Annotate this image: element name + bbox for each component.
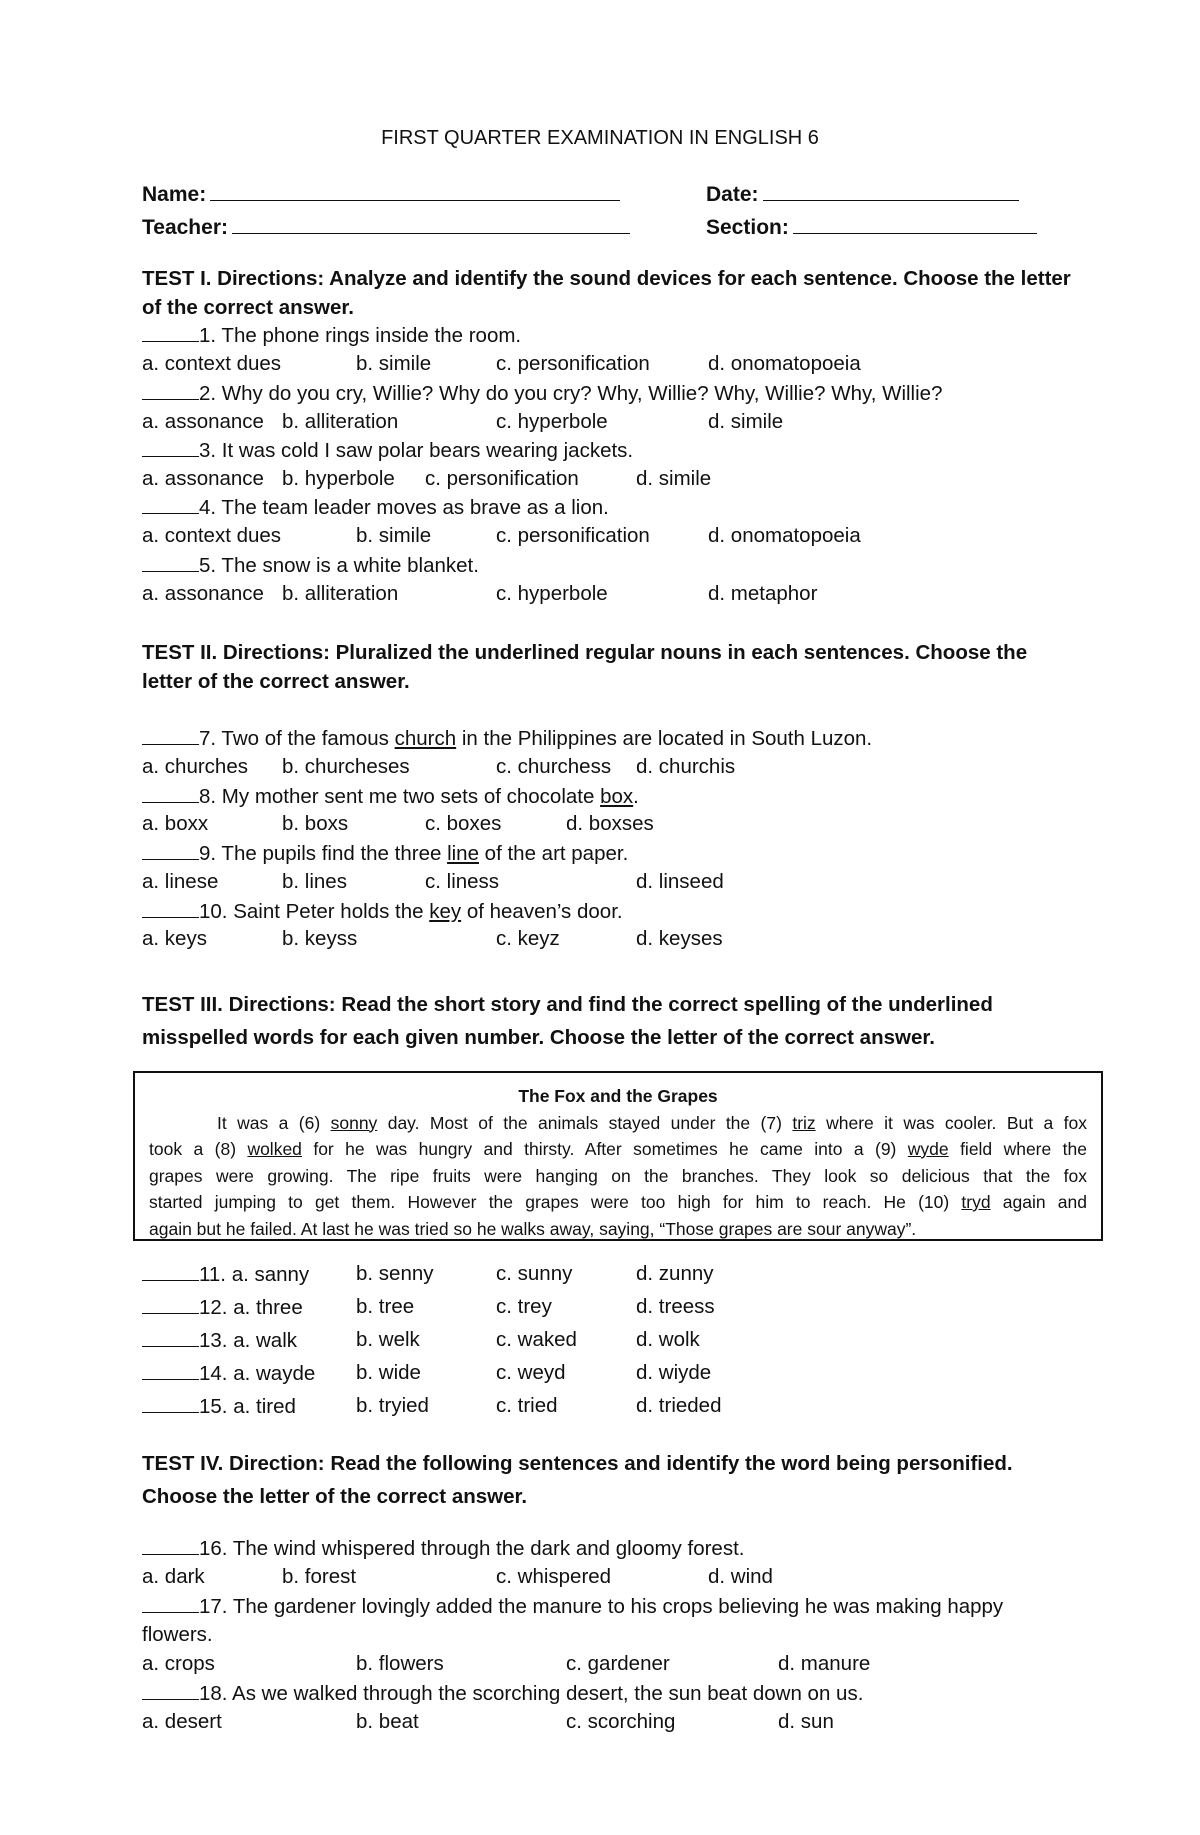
- question-8: 8. My mother sent me two sets of chocolate box.: [142, 784, 639, 809]
- choice-5c: c. hyperbole: [496, 582, 608, 605]
- answer-blank[interactable]: [142, 323, 199, 342]
- choice-11b: b. senny: [356, 1262, 434, 1285]
- story-line-2: took a (8) wolked for he was hungry and thirsty. After sometimes he came into a (9) wyde field where the: [149, 1139, 1087, 1159]
- question-16: 16. The wind whispered through the dark and gloomy forest.: [142, 1536, 744, 1561]
- choice-16a: a. dark: [142, 1565, 205, 1588]
- choice-7d: d. churchis: [636, 755, 736, 778]
- story-line-5: again but he failed. At last he was tried so he walks away, saying, “Those grapes are sour anyway”.: [149, 1218, 917, 1239]
- answer-blank[interactable]: [142, 726, 199, 745]
- section-field: [706, 213, 1037, 240]
- name-line[interactable]: [210, 180, 620, 201]
- choice-2d: d. simile: [708, 410, 784, 433]
- choice-1a: a. context dues: [142, 352, 282, 375]
- date-field: [706, 180, 1019, 207]
- choice-4c: c. personification: [496, 524, 650, 547]
- choice-11d: d. zunny: [636, 1262, 714, 1285]
- choice-14c: c. weyd: [496, 1361, 566, 1384]
- test-1-heading: TEST I. Directions: Analyze and identify the sound devices for each sentence. Choose the letter of the correct answer.: [142, 267, 1071, 319]
- story-box: [133, 1071, 1103, 1241]
- choice-3a: a. assonance: [142, 467, 264, 490]
- name-field: [142, 180, 620, 207]
- question-14: 14. a. wayde: [142, 1361, 315, 1386]
- choice-4b: b. simile: [356, 524, 432, 547]
- choice-2a: a. assonance: [142, 410, 264, 433]
- choice-16d: d. wind: [708, 1565, 773, 1588]
- choice-18d: d. sun: [778, 1710, 834, 1733]
- answer-blank[interactable]: [142, 899, 199, 918]
- choice-3c: c. personification: [425, 467, 579, 490]
- choice-9a: a. linese: [142, 870, 219, 893]
- question-18: 18. As we walked through the scorching desert, the sun beat down on us.: [142, 1681, 863, 1706]
- choice-11c: c. sunny: [496, 1262, 573, 1285]
- choice-10a: a. keys: [142, 927, 207, 950]
- question-5: 5. The snow is a white blanket.: [142, 553, 479, 578]
- choice-14d: d. wiyde: [636, 1361, 712, 1384]
- answer-blank[interactable]: [142, 381, 199, 400]
- name-label: Name:: [142, 183, 207, 206]
- section-label: Section:: [706, 216, 789, 239]
- answer-blank[interactable]: [142, 1361, 199, 1380]
- question-17: 17. The gardener lovingly added the manure to his crops believing he was making happy: [142, 1594, 1003, 1619]
- choice-17b: b. flowers: [356, 1652, 444, 1675]
- question-17-cont: flowers.: [142, 1623, 213, 1646]
- choice-18b: b. beat: [356, 1710, 419, 1733]
- choice-2c: c. hyperbole: [496, 410, 608, 433]
- story-line-1: It was a (6) sonny day. Most of the animals stayed under the (7) triz where it was cooler. But a fox: [217, 1112, 1087, 1133]
- answer-blank[interactable]: [142, 438, 199, 457]
- date-line[interactable]: [763, 180, 1019, 201]
- choice-15d: d. trieded: [636, 1394, 722, 1417]
- choice-5a: a. assonance: [142, 582, 264, 605]
- choice-10d: d. keyses: [636, 927, 723, 950]
- choice-7c: c. churchess: [496, 755, 612, 778]
- choice-10b: b. keyss: [282, 927, 358, 950]
- question-11: 11. a. sanny: [142, 1262, 309, 1287]
- story-line-4: started jumping to get them. However the grapes were too high for him to reach. He (10) tryd again and: [149, 1192, 1087, 1212]
- choice-8c: c. boxes: [425, 812, 502, 835]
- choice-12c: c. trey: [496, 1295, 552, 1318]
- question-15: 15. a. tired: [142, 1394, 296, 1419]
- choice-4a: a. context dues: [142, 524, 282, 547]
- answer-blank[interactable]: [142, 841, 199, 860]
- section-line[interactable]: [793, 213, 1037, 234]
- choice-12b: b. tree: [356, 1295, 415, 1318]
- answer-blank[interactable]: [142, 1536, 199, 1555]
- choice-18a: a. desert: [142, 1710, 222, 1733]
- choice-14b: b. wide: [356, 1361, 421, 1384]
- answer-blank[interactable]: [142, 1328, 199, 1347]
- choice-7b: b. churcheses: [282, 755, 410, 778]
- question-1: 1. The phone rings inside the room.: [142, 323, 521, 348]
- choice-1b: b. simile: [356, 352, 432, 375]
- answer-blank[interactable]: [142, 1681, 199, 1700]
- answer-blank[interactable]: [142, 495, 199, 514]
- choice-10c: c. keyz: [496, 927, 560, 950]
- choice-5d: d. metaphor: [708, 582, 818, 605]
- choice-7a: a. churches: [142, 755, 248, 778]
- question-4: 4. The team leader moves as brave as a lion.: [142, 495, 609, 520]
- choice-16c: c. whispered: [496, 1565, 612, 1588]
- choice-3b: b. hyperbole: [282, 467, 395, 490]
- choice-15c: c. tried: [496, 1394, 558, 1417]
- exam-title: FIRST QUARTER EXAMINATION IN ENGLISH 6: [381, 127, 819, 149]
- choice-17a: a. crops: [142, 1652, 215, 1675]
- teacher-line[interactable]: [232, 213, 630, 234]
- answer-blank[interactable]: [142, 1262, 199, 1281]
- teacher-field: [142, 213, 630, 240]
- question-3: 3. It was cold I saw polar bears wearing jackets.: [142, 438, 633, 463]
- choice-16b: b. forest: [282, 1565, 357, 1588]
- answer-blank[interactable]: [142, 1394, 199, 1413]
- choice-9d: d. linseed: [636, 870, 724, 893]
- test-4-heading: TEST IV. Direction: Read the following sentences and identify the word being personified. Choose the letter of the correct answer.: [142, 1452, 1013, 1508]
- choice-13b: b. welk: [356, 1328, 420, 1351]
- choice-5b: b. alliteration: [282, 582, 399, 605]
- answer-blank[interactable]: [142, 784, 199, 803]
- question-13: 13. a. walk: [142, 1328, 297, 1353]
- choice-8a: a. boxx: [142, 812, 209, 835]
- question-2: 2. Why do you cry, Willie? Why do you cry? Why, Willie? Why, Willie? Why, Willie?: [142, 381, 942, 406]
- choice-8b: b. boxs: [282, 812, 349, 835]
- choice-12d: d. treess: [636, 1295, 715, 1318]
- choice-3d: d. simile: [636, 467, 712, 490]
- test-3-heading: TEST III. Directions: Read the short story and find the correct spelling of the underlined misspelled words for each given number. Choose the letter of the correct answer.: [142, 993, 993, 1049]
- choice-13c: c. waked: [496, 1328, 577, 1351]
- choice-1d: d. onomatopoeia: [708, 352, 861, 375]
- choice-18c: c. scorching: [566, 1710, 676, 1733]
- question-9: 9. The pupils find the three line of the art paper.: [142, 841, 628, 866]
- choice-17d: d. manure: [778, 1652, 871, 1675]
- question-7: 7. Two of the famous church in the Philippines are located in South Luzon.: [142, 726, 872, 751]
- answer-blank[interactable]: [142, 1295, 199, 1314]
- choice-2b: b. alliteration: [282, 410, 399, 433]
- date-label: Date:: [706, 183, 759, 206]
- choice-4d: d. onomatopoeia: [708, 524, 861, 547]
- answer-blank[interactable]: [142, 1594, 199, 1613]
- question-10: 10. Saint Peter holds the key of heaven’s door.: [142, 899, 623, 924]
- choice-13d: d. wolk: [636, 1328, 700, 1351]
- answer-blank[interactable]: [142, 553, 199, 572]
- choice-9b: b. lines: [282, 870, 347, 893]
- teacher-label: Teacher:: [142, 216, 228, 239]
- choice-15b: b. tryied: [356, 1394, 429, 1417]
- choice-9c: c. liness: [425, 870, 500, 893]
- test-2-heading: TEST II. Directions: Pluralized the underlined regular nouns in each sentences. Choose the letter of the correct answer.: [142, 641, 1028, 693]
- choice-1c: c. personification: [496, 352, 650, 375]
- question-12: 12. a. three: [142, 1295, 303, 1320]
- choice-17c: c. gardener: [566, 1652, 670, 1675]
- story-line-3: grapes were growing. The ripe fruits were hanging on the branches. They look so delicious that the fox: [149, 1165, 1087, 1186]
- story-title: The Fox and the Grapes: [518, 1086, 718, 1106]
- choice-8d: d. boxses: [566, 812, 654, 835]
